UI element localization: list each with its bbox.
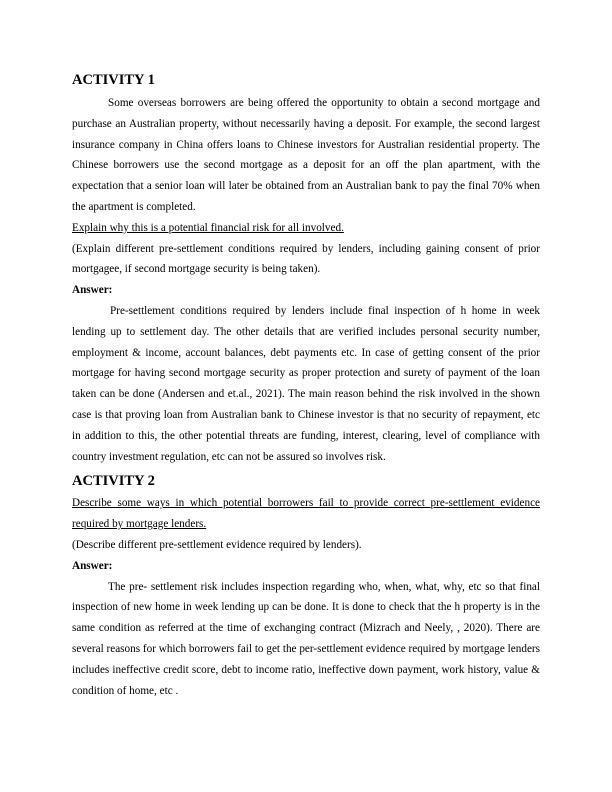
- activity-1-question: Explain why this is a potential financial risk for all involved.: [72, 221, 344, 234]
- activity-1-answer: Pre-settlement conditions required by lenders include final inspection of h home in week lending up to settlement day. The other details that are verified includes personal security number, employment & income, account balances, debt payments etc. In case of getting consent of the prior mortgage for having second mortgage security as proper protection and surety of payment of the loan taken can be done (Andersen and et.al., 2021). The main reason behind the risk involved in the shown case is that proving loan from Australian bank to Chinese investor is that no security of repayment, etc in addition to this, the other potential threats are funding, interest, clearing, level of compliance with country investment regulation, etc can not be assured so involves risk.: [72, 304, 540, 463]
- activity-1-note: (Explain different pre-settlement conditions required by lenders, including gaining consent of prior mortgagee, if second mortgage security is being taken).: [72, 242, 540, 276]
- activity-2-heading: ACTIVITY 2: [72, 473, 155, 490]
- activity-1-heading: ACTIVITY 1: [72, 72, 155, 88]
- activity-2-answer-label: Answer:: [72, 559, 113, 572]
- activity-2-answer: The pre- settlement risk includes inspection regarding who, when, what, why, etc so that final inspection of new home in week lending up can be done. It is done to check that the h property is in the same condition as referred at the time of exchanging contract (Mizrach and Neely, , 2020). There are several reasons for which borrowers fail to get the per-settlement evidence required by mortgage lenders includes ineffective credit score, debt to income ratio, ineffective down payment, work history, value & condition of home, etc .: [72, 580, 540, 697]
- activity-2-question: Describe some ways in which potential borrowers fail to provide correct pre-settlement evidence required by mortgage lenders.: [72, 497, 540, 531]
- activity-2-note: (Describe different pre-settlement evidence required by lenders).: [72, 538, 362, 551]
- activity-1-intro: Some overseas borrowers are being offered the opportunity to obtain a second mortgage and purchase an Australian property, without necessarily having a deposit. For example, the second largest insurance company in China offers loans to Chinese investors for Australian residential property. The Chinese borrowers use the second mortgage as a deposit for an off the plan apartment, with the expectation that a senior loan will later be obtained from an Australian bank to pay the final 70% when the apartment is completed.: [72, 97, 540, 213]
- activity-1-answer-label: Answer:: [72, 284, 113, 297]
